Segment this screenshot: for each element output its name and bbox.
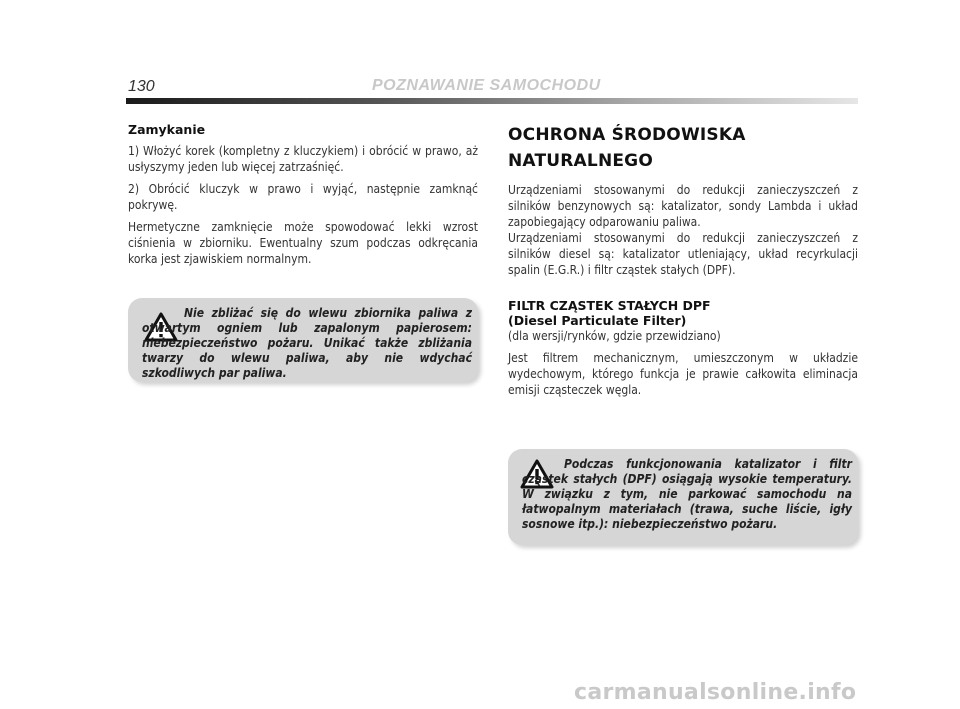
temperature-warning-box (508, 449, 858, 545)
page-header-title: POZNAWANIE SAMOCHODU (372, 77, 601, 94)
dpf-availability-note: (dla wersji/rynków, gdzie przewidziano) (508, 329, 721, 343)
closing-note: Hermetyczne zamknięcie może spowodować lekki wzrost ciśnienia w zbiorniku. Ewentualny szum podczas odkręcania korka jest zjawiskiem normalnym. (128, 220, 478, 266)
fuel-warning-text: Nie zbliżać się do wlewu zbiornika paliwa z otwartym ogniem lub zapalonym papierosem: niebezpieczeństwo pożaru. Unikać także zbliżania twarzy do wlewu paliwa, aby nie wdychać szkodliwych par paliwa. (142, 306, 472, 380)
environment-heading-line1: OCHRONA ŚRODOWISKA (508, 125, 746, 145)
petrol-engines-paragraph: Urządzeniami stosowanymi do redukcji zanieczyszczeń z silników benzynowych są: katalizator, sondy Lambda i układ zapobiegający odparowaniu paliwa. (508, 183, 858, 229)
diesel-engines-paragraph: Urządzeniami stosowanymi do redukcji zanieczyszczeń z silników diesel są: katalizator utleniający, układ recyrkulacji spalin (E.G.R.) i filtr cząstek stałych (DPF). (508, 231, 858, 277)
fuel-warning-box (128, 298, 478, 382)
dpf-heading-line2: (Diesel Particulate Filter) (508, 313, 687, 328)
right-column (508, 122, 858, 404)
dpf-heading-line1: FILTR CZĄSTEK STAŁYCH DPF (508, 298, 711, 313)
dpf-description: Jest filtrem mechanicznym, umieszczonym w układzie wydechowym, którego funkcja je prawie całkowita eliminacja emisji cząsteczek węgla. (508, 351, 858, 397)
header-rule (126, 98, 858, 104)
closing-step-1: 1) Włożyć korek (kompletny z kluczykiem) i obrócić w prawo, aż usłyszymy jeden lub więcej zatrzaśnięć. (128, 144, 478, 174)
environment-heading-line2: NATURALNEGO (508, 151, 653, 171)
watermark: carmanualsonline.info (574, 680, 857, 705)
environment-heading (508, 122, 858, 174)
closing-step-2: 2) Obrócić kluczyk w prawo i wyjąć, następnie zamknąć pokrywę. (128, 182, 478, 212)
closing-subheading: Zamykanie (128, 122, 206, 137)
page-number: 130 (128, 78, 155, 95)
left-column (128, 122, 478, 273)
temperature-warning-text: Podczas funkcjonowania katalizator i filtr cząstek stałych (DPF) osiągają wysokie temperatury. W związku z tym, nie parkować samochodu na łatwopalnym materiałach (trawa, suche liście, igły sosnowe itp.): niebezpieczeństwo pożaru. (522, 457, 852, 531)
